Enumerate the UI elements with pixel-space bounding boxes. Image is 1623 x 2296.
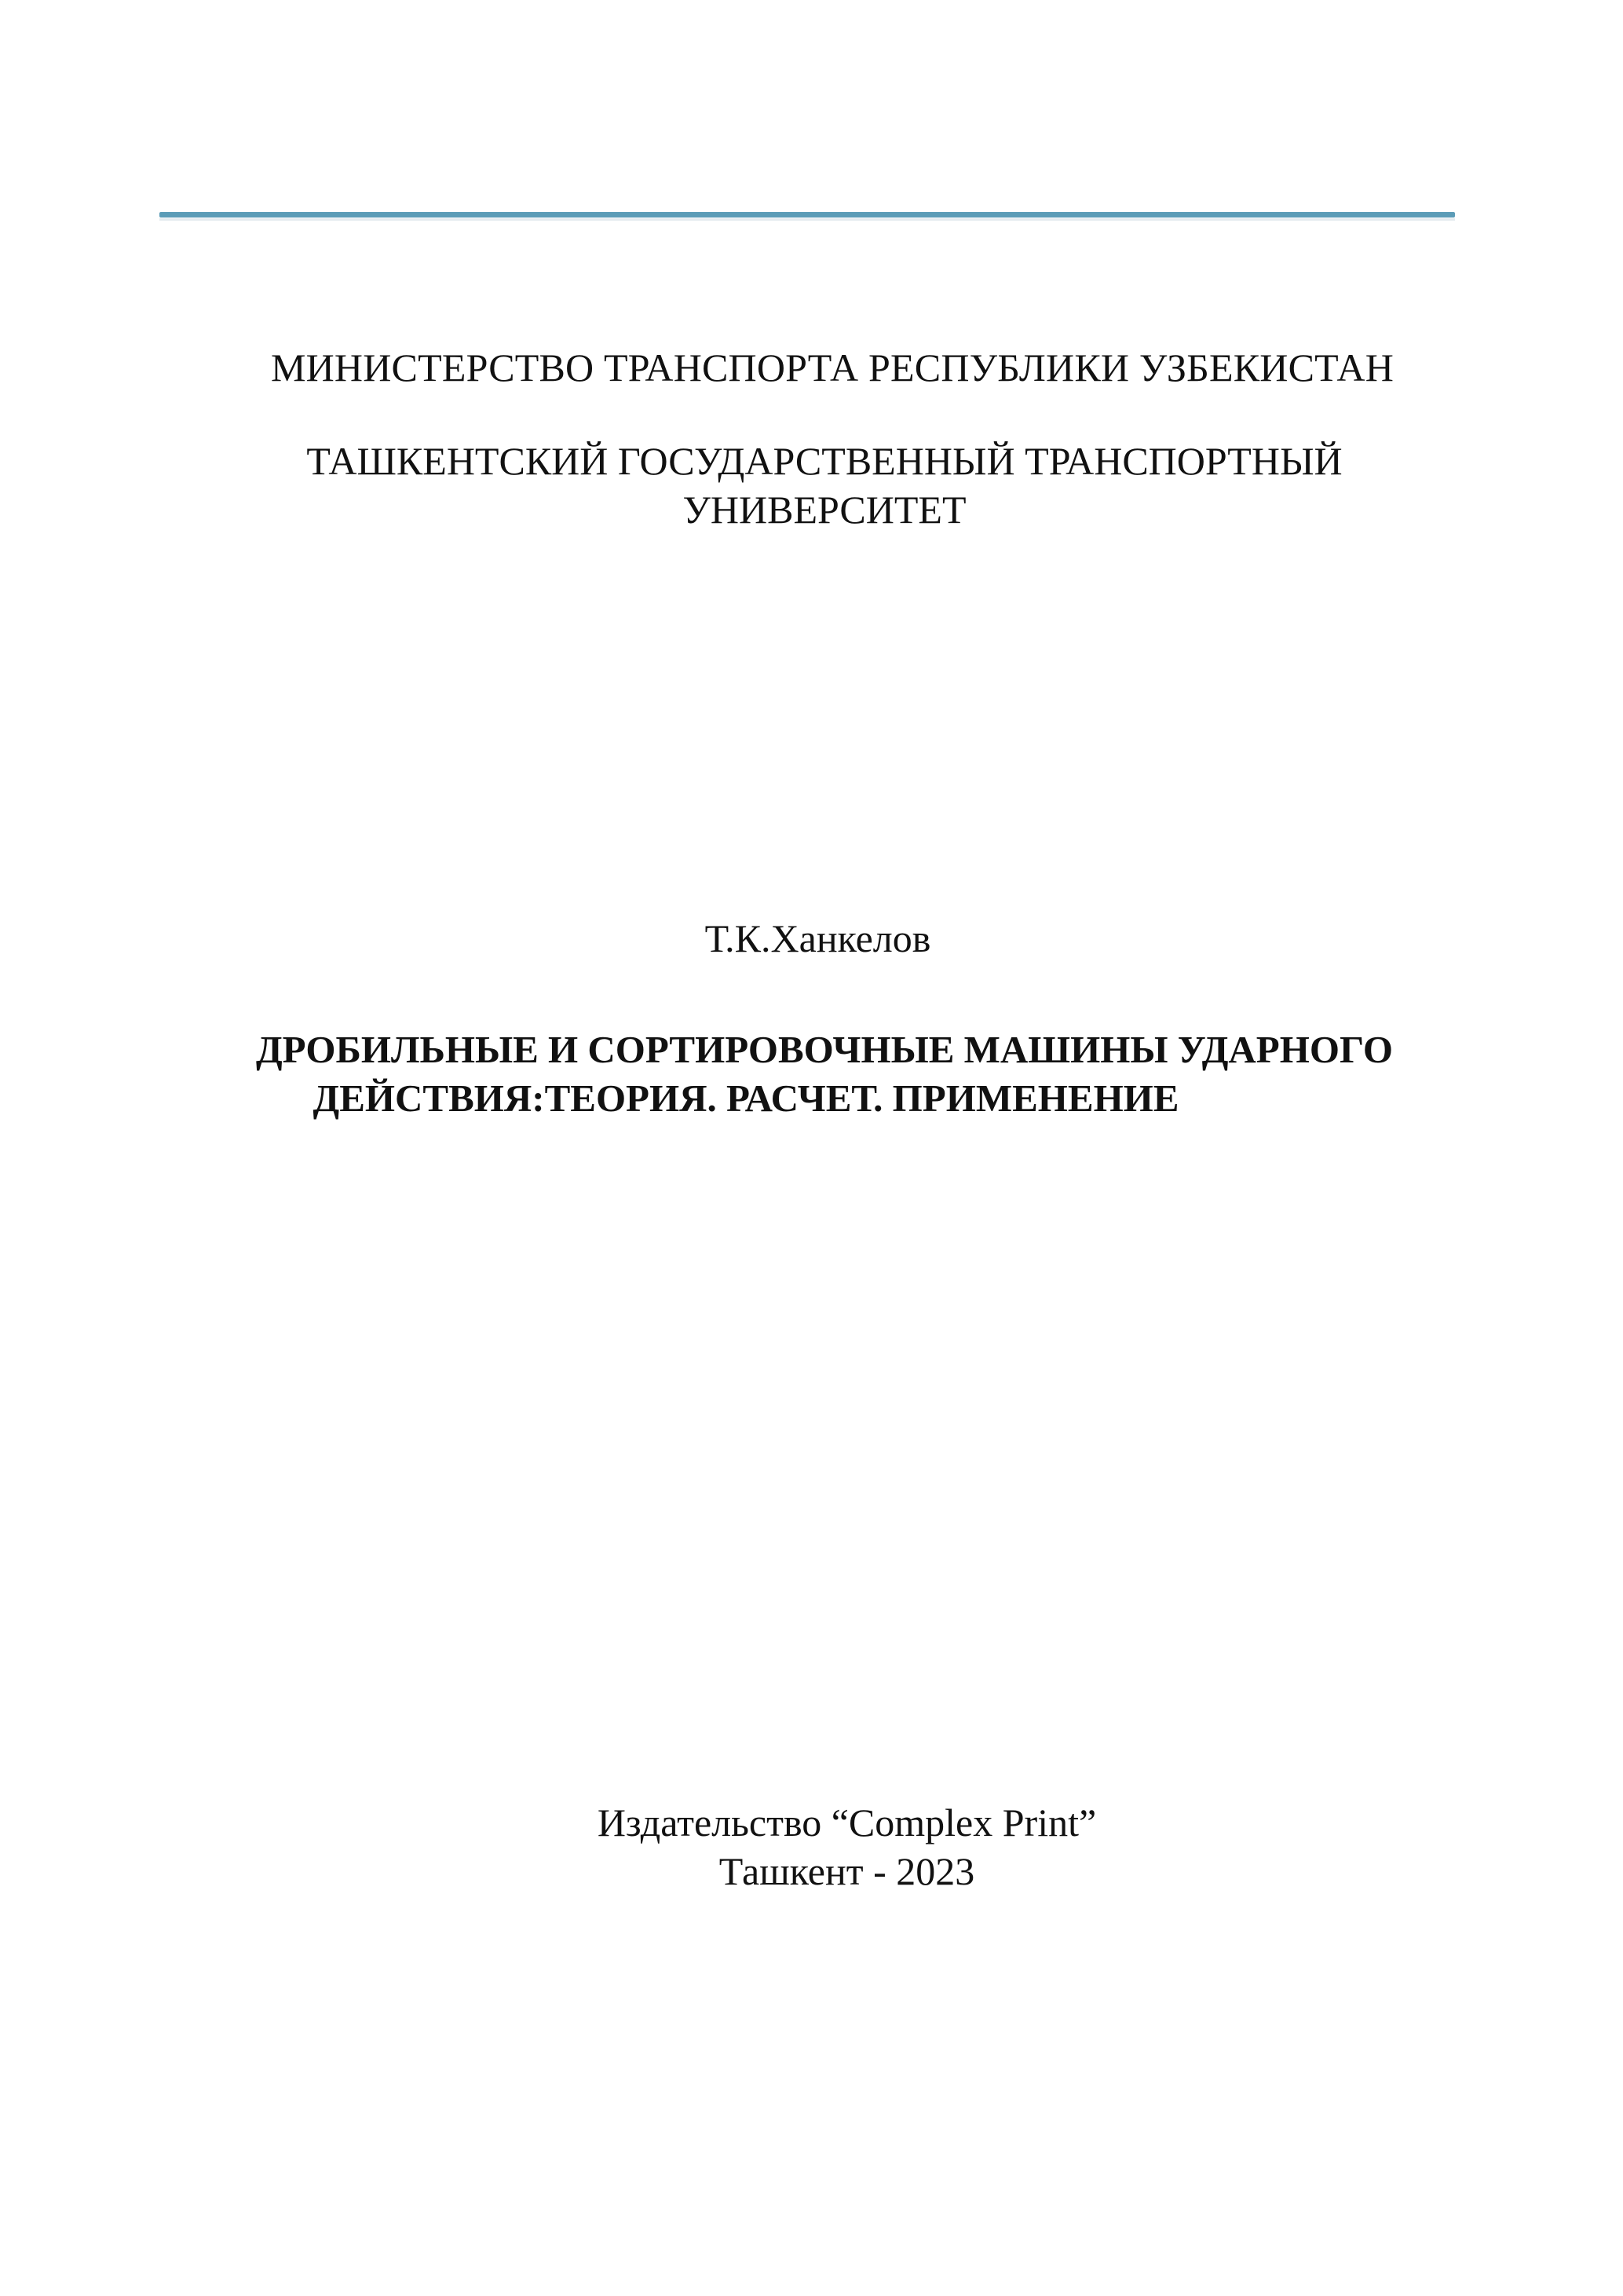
author-name (0, 915, 1623, 962)
university-name (267, 437, 1382, 534)
city-year-line: Ташкент - 2023 (718, 1849, 975, 1893)
header-rule-shadow (159, 218, 1455, 221)
book-title-line-2: ДЕЙСТВИЯ:ТЕОРИЯ. РАСЧЕТ. ПРИМЕНЕНИЕ (313, 1077, 1179, 1120)
book-title-line-1: ДРОБИЛЬНЫЕ И СОРТИРОВОЧНЫЕ МАШИНЫ УДАРНОГО (255, 1028, 1394, 1071)
university-line-2: УНИВЕРСИТЕТ (682, 488, 967, 532)
ministry-name (236, 344, 1429, 391)
publisher-info (0, 1798, 1623, 1896)
university-line-1: ТАШКЕНТСКИЙ ГОСУДАРСТВЕННЫЙ ТРАНСПОРТНЫЙ (306, 439, 1343, 483)
author-line: Т.К.Ханкелов (704, 916, 931, 960)
ministry-line: МИНИСТЕРСТВО ТРАНСПОРТА РЕСПУБЛИКИ УЗБЕКИСТАН (270, 345, 1395, 389)
header-rule (159, 212, 1455, 218)
publisher-line: Издательство “Complex Print” (597, 1801, 1097, 1844)
book-title (196, 1026, 1453, 1123)
